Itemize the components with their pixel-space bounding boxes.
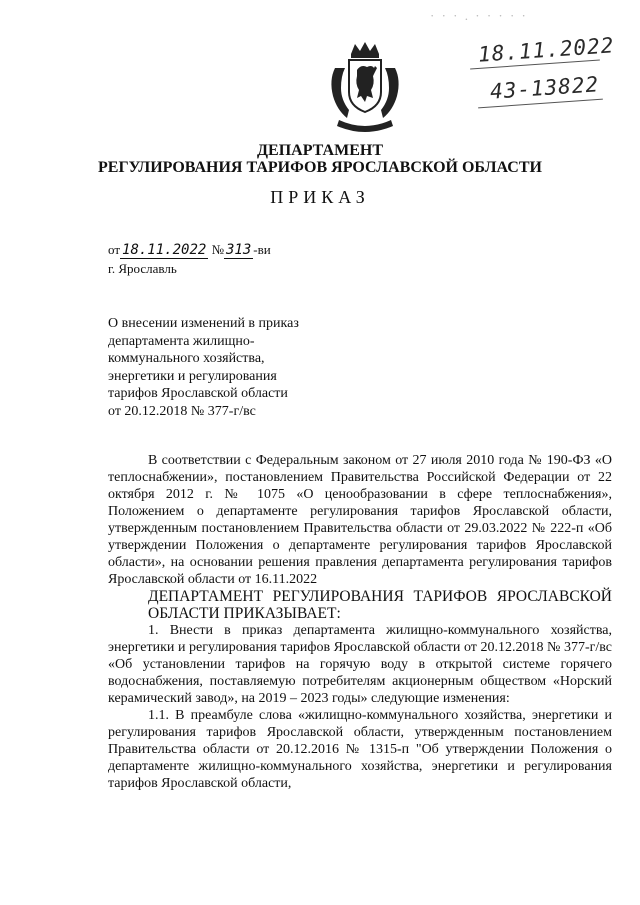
subject-line: от 20.12.2018 № 377-г/вс bbox=[108, 403, 256, 419]
registration-stamp: · · · . · · · · · bbox=[430, 8, 528, 23]
subject-line: департамента жилищно- bbox=[108, 333, 255, 349]
order-subject bbox=[108, 315, 368, 420]
order-number-value: 313 bbox=[225, 242, 252, 258]
order-number-suffix: -ви bbox=[253, 242, 271, 257]
item-1-1-paragraph: 1.1. В преамбуле слова «жилищно-коммунального хозяйства, энергетики и регулирования тарифов Ярославской области, утвержденным постановлением Правительства области от 20.12.2016 № 1315-п "Об утверждении Положения о департаменте жилищно-коммунального хозяйства, энергетики и регулирования тарифов Ярославской области, bbox=[108, 708, 612, 791]
document-type-title: ПРИКАЗ bbox=[270, 187, 370, 207]
date-prefix: от bbox=[108, 242, 121, 257]
number-sign: № bbox=[211, 242, 224, 257]
subject-line: тарифов Ярославской области bbox=[108, 386, 288, 401]
order-body bbox=[108, 452, 612, 792]
subject-line: коммунального хозяйства, bbox=[108, 351, 265, 366]
subject-line: О внесении изменений в приказ bbox=[108, 316, 299, 331]
registration-date: 18.11.2022 bbox=[477, 33, 616, 67]
preamble-paragraph: В соответствии с Федеральным законом от 27 июля 2010 года № 190-ФЗ «О теплоснабжении», постановлением Правительства Российской Федерации от 22 октября 2012 г. № 1075 «О ценообразовании в сфере теплоснабжения», Положением о департаменте регулирования тарифов Ярославской области, утвержденным постановлением Правительства области от 29.03.2022 № 222-п «Об утверждении Положения о департаменте регулирования тарифов Ярославской области», на основании решения правления департамента регулирования тарифов Ярославской области от 16.11.2022 bbox=[108, 453, 612, 587]
subject-line: энергетики и регулирования bbox=[108, 368, 277, 384]
city-label: г. Ярославль bbox=[108, 261, 177, 276]
order-directive-line1: ДЕПАРТАМЕНТ РЕГУЛИРОВАНИЯ ТАРИФОВ ЯРОСЛАВСКОЙ bbox=[148, 588, 612, 605]
registration-number: 43-13822 bbox=[489, 72, 600, 104]
order-directive-line2: ОБЛАСТИ ПРИКАЗЫВАЕТ: bbox=[148, 605, 341, 622]
org-name-line1: ДЕПАРТАМЕНТ bbox=[257, 142, 383, 159]
item-1-paragraph: 1. Внести в приказ департамента жилищно-коммунального хозяйства, энергетики и регулирования тарифов Ярославской области от 20.12.2018 № 377-г/вс «Об установлении тарифов на горячую воду в открытой системе горячего водоснабжения, поставляемую потребителям акционерным обществом «Норский керамический завод», на 2019 – 2023 годы» следующие изменения: bbox=[108, 623, 612, 706]
org-name-line2: РЕГУЛИРОВАНИЯ ТАРИФОВ ЯРОСЛАВСКОЙ ОБЛАСТИ bbox=[98, 159, 542, 176]
coat-of-arms-emblem bbox=[321, 40, 409, 138]
order-date-number-line bbox=[108, 242, 271, 258]
order-date-value: 18.11.2022 bbox=[122, 242, 207, 258]
